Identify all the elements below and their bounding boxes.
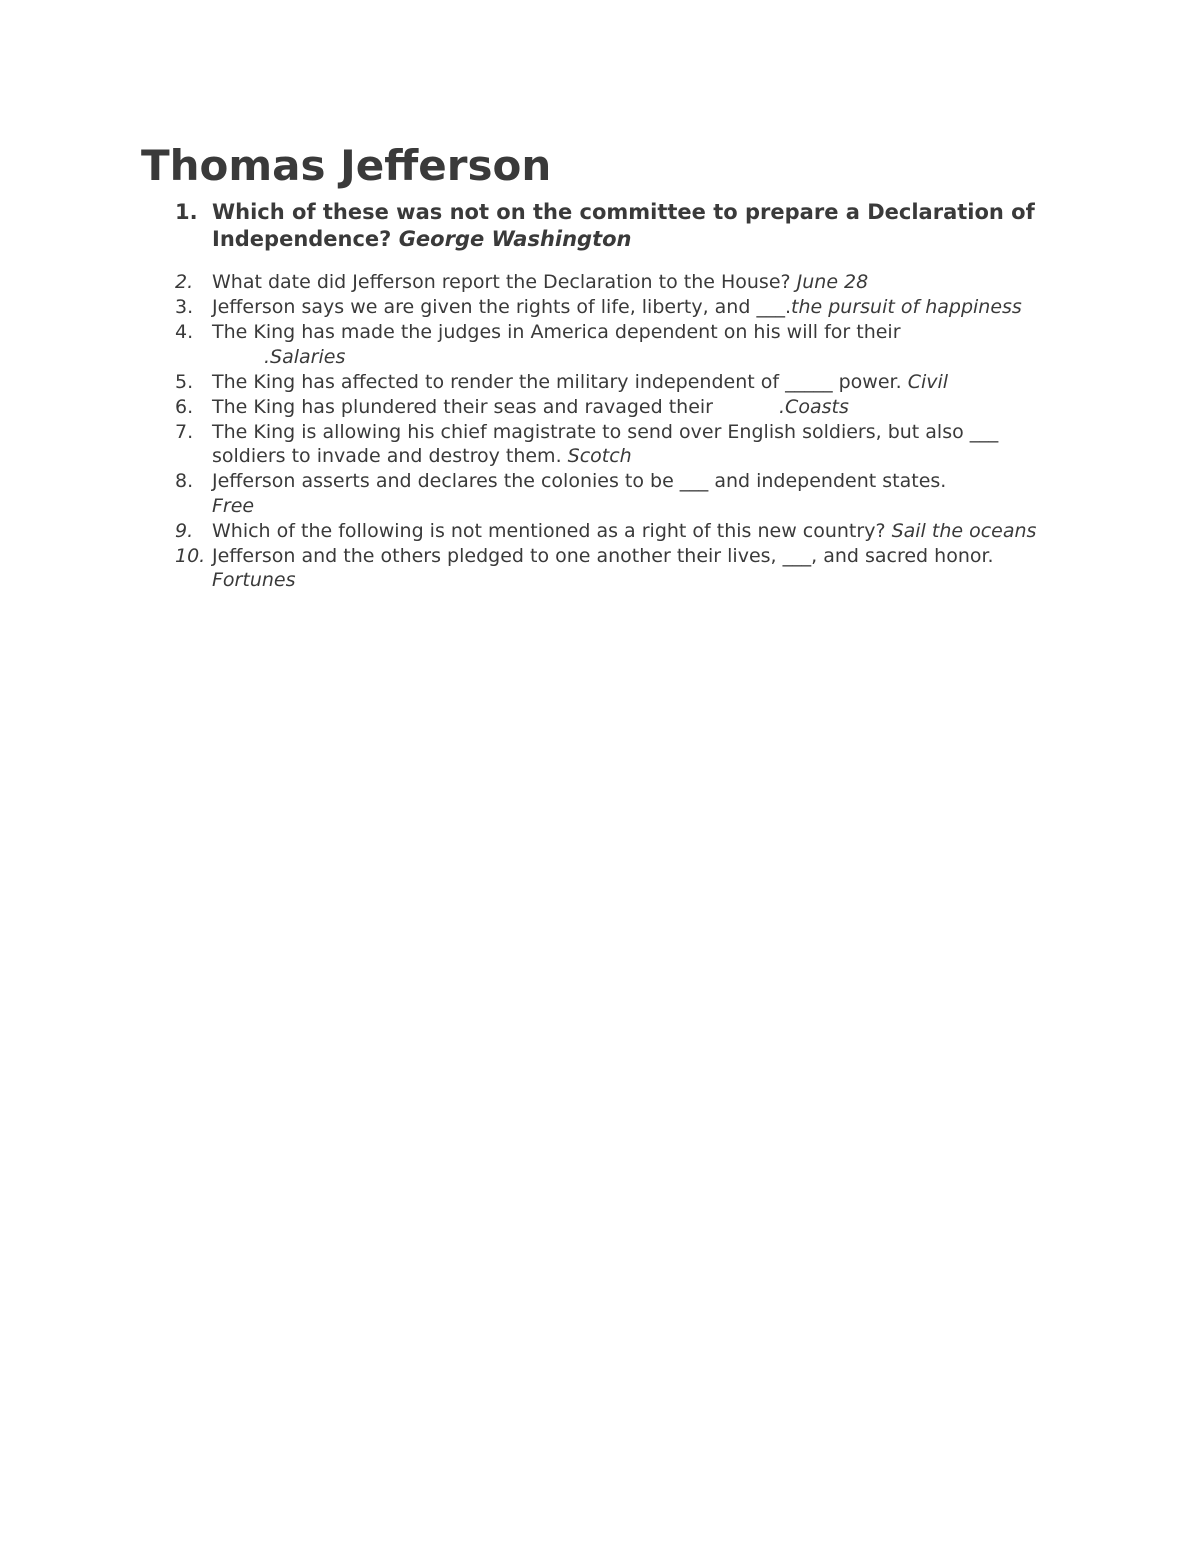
question-list	[175, 270, 1055, 593]
question-text: What date did Jefferson report the Declaration to the House?	[212, 271, 797, 293]
question-text: The King is allowing his chief magistrate to send over English soldiers, but also ___ soldiers to invade and destroy them.	[212, 420, 999, 467]
question-text: Which of these was not on the committee to prepare a Declaration of Independence?	[212, 200, 1035, 251]
question-text: The King has plundered their seas and ravaged their	[212, 395, 720, 418]
question-text: The King has affected to render the military independent of _____ power.	[212, 370, 908, 393]
question-number: 2.	[175, 271, 194, 293]
question-text: The King has made the judges in America dependent on his will for their	[212, 321, 901, 343]
question-text: Jefferson asserts and declares the colonies to be ___ and independent states.	[212, 470, 947, 492]
question-5	[175, 370, 1055, 395]
question-number: 5.	[175, 370, 194, 393]
question-answer: Scotch	[567, 445, 632, 467]
question-text: Jefferson says we are given the rights of life, liberty, and ___.	[212, 296, 791, 318]
question-number: 9.	[175, 519, 194, 542]
question-8	[175, 469, 1055, 518]
page-title: Thomas Jefferson	[141, 141, 552, 190]
question-7	[175, 420, 1055, 469]
question-9	[175, 519, 1055, 544]
question-number: 1.	[175, 200, 198, 224]
question-answer: Free	[212, 494, 255, 517]
question-text: Jefferson and the others pledged to one another their lives, ___, and sacred honor.	[212, 544, 994, 567]
question-10	[175, 544, 1055, 593]
question-number: 4.	[175, 321, 194, 343]
question-answer: .Salaries	[264, 345, 346, 368]
question-4	[175, 320, 1055, 369]
question-answer: June 28	[796, 271, 869, 293]
question-number: 7.	[175, 420, 194, 443]
question-answer: Fortunes	[212, 569, 296, 591]
question-6	[175, 395, 1055, 420]
question-number: 6.	[175, 395, 194, 418]
question-text-wrap	[212, 199, 1055, 253]
question-3	[175, 295, 1055, 320]
question-number: 3.	[175, 296, 194, 318]
question-text: Which of the following is not mentioned as a right of this new country?	[212, 519, 892, 542]
question-answer: Civil	[907, 370, 949, 393]
question-answer: the pursuit of happiness	[791, 296, 1022, 318]
question-1	[175, 199, 1055, 253]
question-number: 8.	[175, 470, 194, 492]
question-answer: .Coasts	[779, 395, 849, 418]
question-2	[175, 270, 1055, 295]
question-answer: Sail the oceans	[891, 519, 1037, 542]
question-answer: George Washington	[398, 227, 632, 251]
question-number: 10.	[175, 544, 206, 567]
